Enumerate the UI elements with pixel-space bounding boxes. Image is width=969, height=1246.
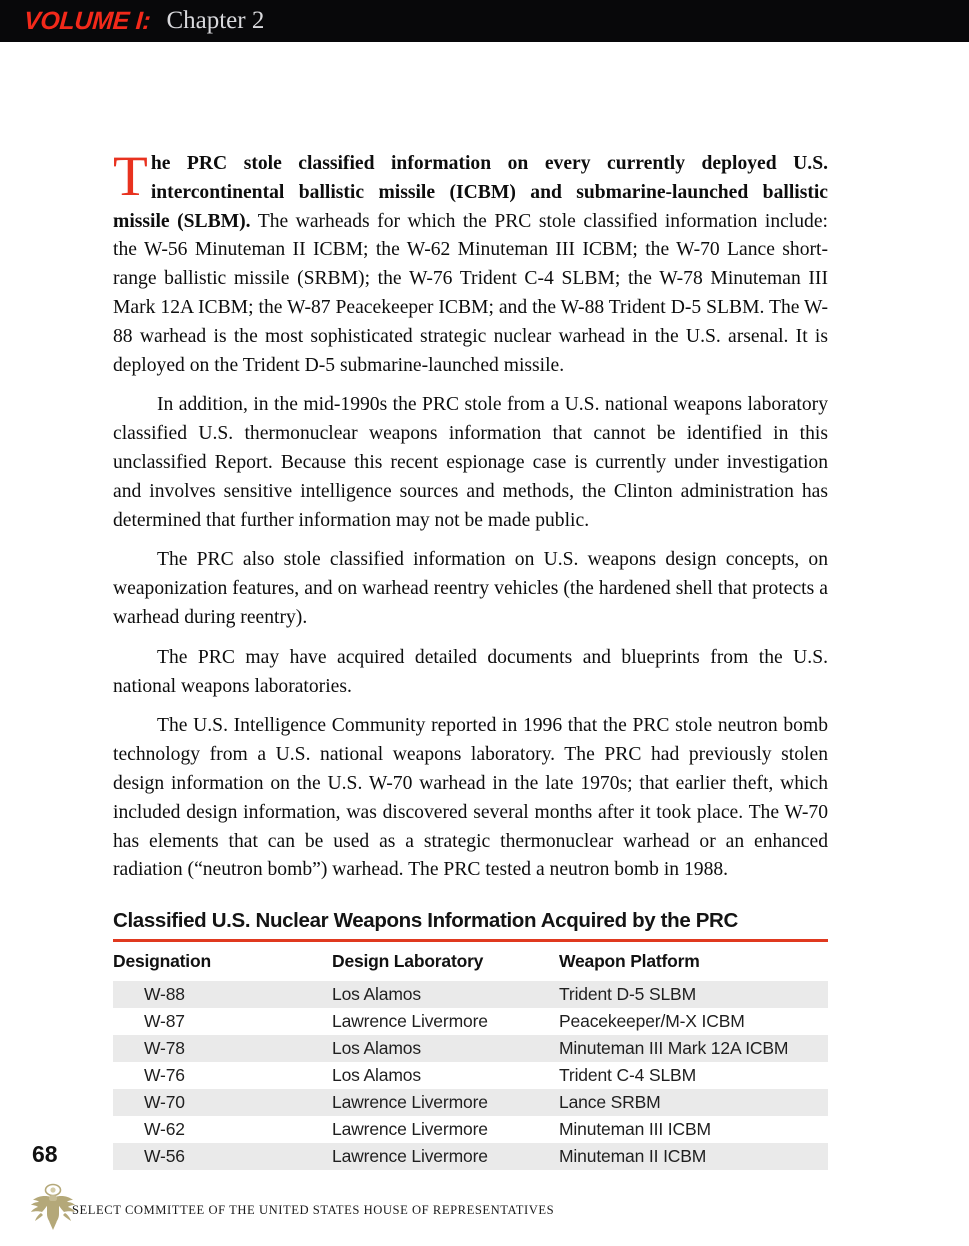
cell-laboratory: Los Alamos [332,1065,421,1085]
weapons-table [113,951,828,1170]
drop-cap-letter: T [113,145,148,208]
table-title: Classified U.S. Nuclear Weapons Information Acquired by the PRC [113,909,738,932]
footer-note: SELECT COMMITTEE OF THE UNITED STATES HOUSE OF REPRESENTATIVES [72,1203,555,1217]
cell-platform: Minuteman III ICBM [559,1119,711,1139]
column-header-designation: Designation [113,951,211,971]
table-row [113,1035,828,1062]
cell-laboratory: Lawrence Livermore [332,1011,488,1031]
header-volume-label: VOLUME I: [23,6,152,35]
table-row [113,1116,828,1143]
table-row [113,981,828,1008]
cell-laboratory: Los Alamos [330,1035,557,1062]
paragraph-5: The U.S. Intelligence Community reported in 1996 that the PRC stole neutron bomb technology from a U.S. national weapons laboratory. The PRC had previously stolen design information on the U.S. W-70 warhead in the late 1970s; that earlier theft, which included design information, was discovered several months after it took place. The W-70 has elements that can be used as a strategic thermonuclear warhead or an enhanced radiation (“neutron bomb”) warhead. The PRC tested a neutron bomb in 1988. [113,715,828,881]
page-header-bar [0,0,969,42]
cell-platform: Lance SRBM [557,1089,828,1116]
table-row [113,1143,828,1170]
paragraph-4: The PRC may have acquired detailed documents and blueprints from the U.S. national weapons laboratories. [113,646,828,697]
cell-platform: Trident C-4 SLBM [559,1065,696,1085]
cell-designation: W-78 [113,1035,330,1062]
column-header-weapon-platform: Weapon Platform [559,951,700,971]
table-row [113,1062,828,1089]
cell-laboratory: Lawrence Livermore [332,1119,488,1139]
table-header-row [113,951,828,981]
paragraph-1-rest: The warheads for which the PRC stole classified information include: the W-56 Minuteman II ICBM; the W-62 Minuteman III ICBM; the W-70 Lance short-range ballistic missile (SRBM); the W-76 Trident C-4 SLBM; the W-78 Minuteman III Mark 12A ICBM; the W-87 Peacekeeper ICBM; and the W-88 Trident D-5 SLBM. The W-88 warhead is the most sophisticated strategic nuclear warhead in the U.S. arsenal. It is deployed on the Trident D-5 submarine-launched missile. [113,210,828,376]
cell-designation: W-70 [113,1089,330,1116]
cell-designation: W-76 [144,1065,185,1085]
table-head [113,951,828,981]
cell-platform: Peacekeeper/M-X ICBM [559,1011,745,1031]
paragraph-1 [113,145,828,380]
document-body [113,145,828,885]
page-number: 68 [32,1141,58,1167]
cell-designation: W-88 [113,981,330,1008]
table-row [113,1008,828,1035]
paragraph-1-lead: he PRC stole classified information on every currently deployed U.S. intercontinental ballistic missile (ICBM) and submarine-launched ballistic missile (SLBM). [113,153,828,232]
column-header-design-laboratory: Design Laboratory [332,951,484,971]
table-body [113,981,828,1170]
cell-laboratory: Lawrence Livermore [330,1143,557,1170]
cell-designation: W-56 [113,1143,330,1170]
paragraph-3: The PRC also stole classified information on U.S. weapons design concepts, on weaponization features, and on warhead reentry vehicles (the hardened shell that protects a warhead during reentry). [113,549,828,628]
table-row [113,1089,828,1116]
cell-laboratory: Lawrence Livermore [330,1089,557,1116]
paragraph-2: In addition, in the mid-1990s the PRC stole from a U.S. national weapons laboratory classified U.S. thermonuclear weapons information that cannot be identified in this unclassified Report. Because this recent espionage case is currently under investigation and involves sensitive intelligence sources and methods, the Clinton administration has determined that further information may not be made public. [113,394,828,531]
header-chapter-label: Chapter 2 [166,7,265,34]
table-red-rule [113,939,828,942]
cell-designation: W-87 [144,1011,185,1031]
cell-platform: Minuteman III Mark 12A ICBM [557,1035,828,1062]
weapons-table-block [113,909,828,1170]
cell-platform: Trident D-5 SLBM [557,981,828,1008]
cell-platform: Minuteman II ICBM [557,1143,828,1170]
cell-designation: W-62 [144,1119,185,1139]
cell-laboratory: Los Alamos [330,981,557,1008]
